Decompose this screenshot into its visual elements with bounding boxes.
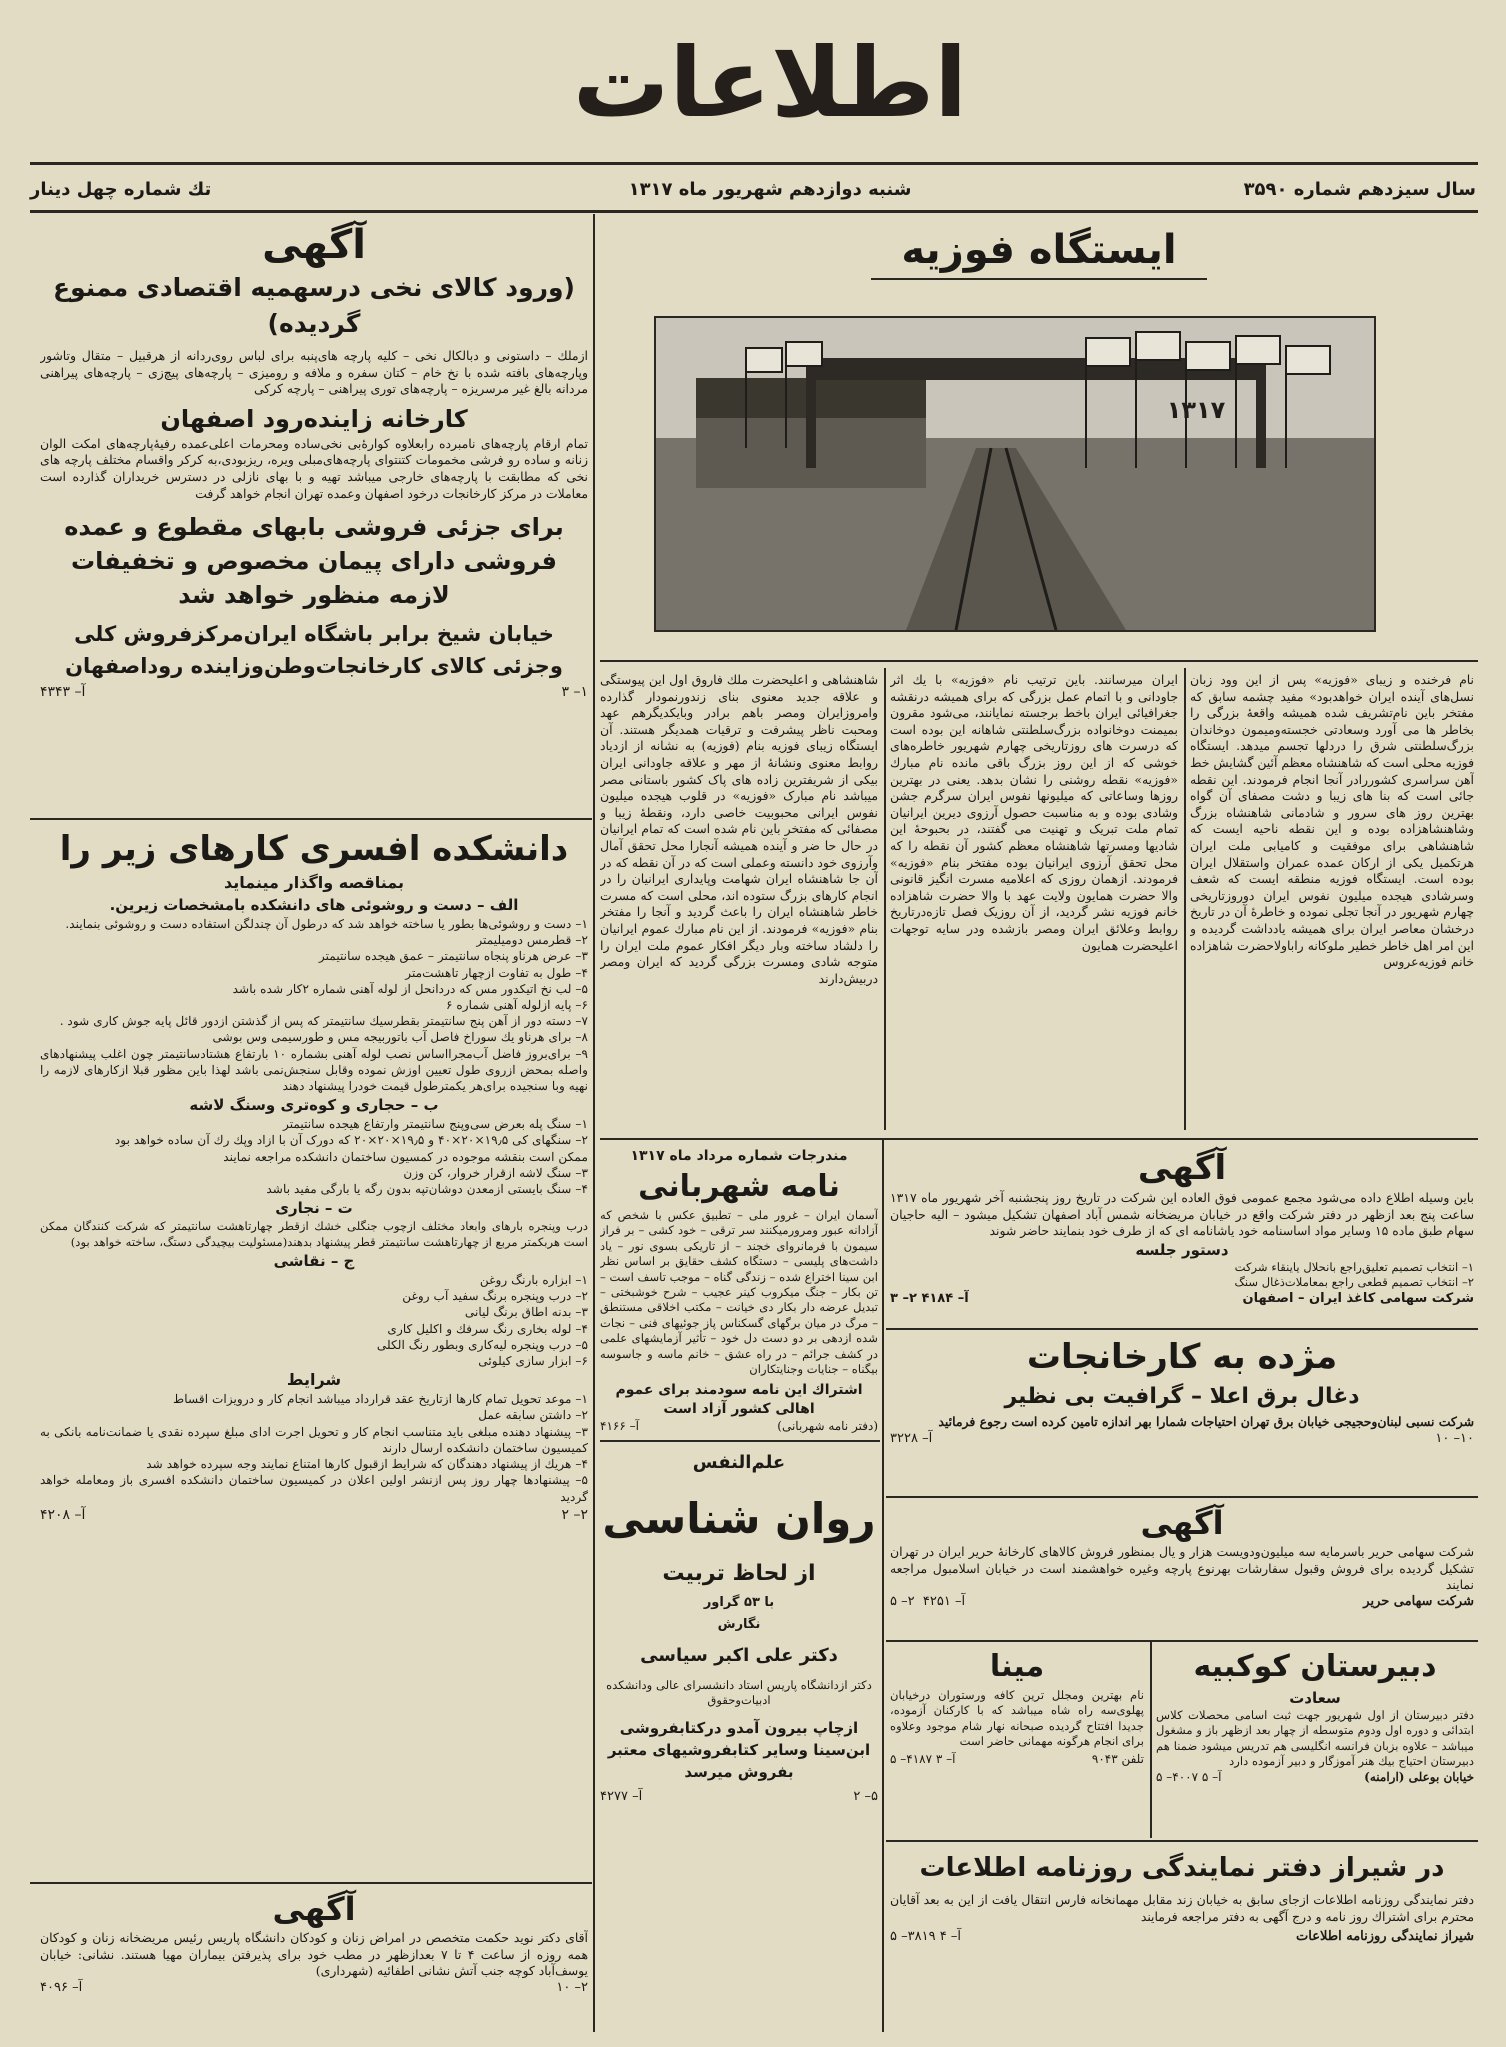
feature-text: شاهنشاهی و اعلیحضرت ملك فاروق اول این پیوستگی و علاقه جدید معنوی بنای زندورنمودار گذارده وامروزایران ومصر باهم برادر وبایکدیگرهم عهد ومحبت ناظر پیشرفت و ترقیات همدیگر هستند. آن ایستگاه زیبای فوزیه بنام (فوزیه) به نشانه از ازدیاد روابط معنوی ونشانهٔ از مهر و علاقه جاودانی ایران بیکی از شریفترین زاده های پاک کشور باستانی مصر میباشد نام مبارک «فوزیه» در قلوب هیجده میلیون نفوس ایرانی محبوبیت خاصی دارد، ونقطهٔ زیبا و مصفائی که مفتخر باین نام شده است که تمام ایرانیان در حال حا ضر و آینده همیشه آنجارا محل تحقق آمال وآرزوی خود دانسته وعملی است که در آن نقطه که در آن جا شاهنشاه ایران شهامت وپایداری ایرانیان را در انجام کارهای بزرگ ستوده اند، محلی است که مسرت خاطر شاهنشاه ایران را باعث گردید و آنجا را مفتخر بنام «فوزیه» فرمودند. از این نام مبارك عموم ایرانیان را دلشاد ساخته وبار دیگر افکار عموم ملت ایران را متوجه شادی ومسرت بزرگی گردید که ایران ومصر دربیش‌دارند	[600, 672, 878, 986]
ad-doctor	[40, 1888, 588, 2038]
list-item: ۷– دسته دور از آهن پنج سانتیمتر بقطرسیك سانتیمتر که پس از گذشتن ازدور قائل پایه جوش كاری شود .	[59, 1014, 588, 1029]
coal-title: مژده به کارخانجات	[1026, 1337, 1338, 1377]
divider	[30, 162, 1478, 165]
ad-textile-body: ازملك – داستونی و دبالكال نخی – كليه پارچه های‌پنبه برای لباس روی‌ردانه از هرقبیل – متقال وتاشور وپارچه‌های بافته شده با نخ خام – كتان سفره و ملافه و رومیزی – پارچه‌های پیچ‌زی – پارچه‌های پیراهنی مردانه بالغ غیر مرسریزه – پارچه‌های توری پیراهنی – پارچه كركی	[40, 348, 588, 397]
divider	[886, 1640, 1478, 1642]
station-photo	[654, 316, 1376, 632]
divider	[886, 1840, 1478, 1842]
ad-code: آ– ۳۸۱۹	[907, 1929, 961, 1945]
ad-psychology	[600, 1450, 878, 2035]
list-item: ۱– سنگ پله بعرض سی‌وپنج سانتیمتر وارتفاع هیجده سانتیمتر	[282, 1117, 588, 1132]
silk-company: شرکت سهامی حریر	[1363, 1593, 1474, 1609]
ad-paper-title: آگهی	[1137, 1148, 1227, 1188]
ad-textile-subtitle: (ورود کالای نخی درسهمیه اقتصادی ممنوع گردیده)	[53, 273, 575, 338]
ad-textile-factory: کارخانه زاینده‌رود اصفهان	[160, 404, 468, 433]
list-item: ۴– سنگ بایستی ازمعدن دوشان‌تپه بدون رگه یا بارگی مفید باشد	[266, 1182, 588, 1197]
masthead-title: اطلاعات	[572, 27, 968, 139]
feature-title-wrap	[600, 222, 1478, 280]
officers-tender	[40, 826, 588, 1876]
ad-code: آ– ۴۱۸۷	[906, 1751, 956, 1766]
list-item: ۸– برای هرناو یك سوراخ فاصل آب باتوربیجه مس و طورسیمی وس بوشی	[212, 1030, 588, 1045]
ad-code: ۱۰– ۱۰	[1435, 1430, 1474, 1446]
psychology-subtitle: از لحاظ تربیت	[662, 1561, 816, 1586]
list-item: ۲– داشتن سابقه عمل	[478, 1408, 588, 1423]
psychology-release: ازچاپ بیرون آمدو درکتابفروشی ابن‌سینا وسایر کتابفروشیهای معتبر بفروش میرسد	[607, 1718, 871, 1781]
ad-code: آ– ۴۲۰۸	[40, 1506, 86, 1523]
column-rule	[884, 668, 886, 1130]
mina-body: نام بهترین ومجلل ترین کافه ورستوران درخیابان پهلوی‌سه راه شاه میباشد که با کارکنان آزموده، جدیدا افتتاح گردیده صبحانه نهار شام موجود وعلاوه برای انجام هرگونه مهمانی حاضر است	[890, 1688, 1144, 1749]
ad-code: ۵– ۲	[853, 1788, 878, 1804]
coal-body: شرکت نسبی لبنان‌وحجیجی خیابان برق تهران احتیاجات شمارا بهر اندازه تامین کرده است رجوع فرمائید	[938, 1414, 1474, 1429]
officers-section: ب – حجاری و کوه‌تری وسنگ لاشه	[189, 1096, 439, 1115]
school-body: دفتر دبیرستان از اول شهریور جهت ثبت اسامی محصلات کلاس ابتدائی و دوره اول ودوم متوسطه از چهار بعد ازظهر باز و مشغول میباشد – علاوه بزبان فرانسه انگلیسی هم تدریس میشود ضمنا هم دبیرستان احتیاج بیك هنر آموزگار و دبیر آزموده دارد	[1156, 1708, 1474, 1769]
dateline-issue: سال سیزدهم شماره ۳۵۹۰	[1243, 179, 1476, 200]
list-item: ۶– ابزار سازی کیلوئی	[478, 1354, 588, 1369]
officers-title: دانشکده افسری کارهای زیر را	[59, 829, 569, 869]
ad-shahrbani	[600, 1146, 878, 1436]
list-item: ۱– دست و روشوئی‌ها بطور یا ساخته خواهد شد که درطول آن چندلگن استفاده دست و روشوئی بنمایند.	[65, 917, 588, 931]
ad-code: ۲– ۵	[890, 1593, 915, 1609]
feature-col-3	[600, 672, 878, 1128]
divider	[30, 1882, 592, 1884]
ad-code: ۳– ۵	[890, 1751, 943, 1766]
silk-title: آگهی	[1140, 1504, 1224, 1542]
ad-code: آ– ۴۲۷۷	[600, 1788, 643, 1804]
ad-textile-body2: تمام ارقام پارچه‌های نامبرده رابعلاوه کوارهٔ‌بی نخی‌ساده ومحرمات اعلی‌عمده رفیهٔ‌پارچه‌های امکت الوان زنانه و ساده رو فرشی مخمومات كتنتوای پارچه‌های‌مبلی ویره، ریزبودی،به كركر واقسام مختلف پارچه های نخی که مطابقت با پارچه‌های خارجی میباشد تهیه و با بهای نازلی در دسترس خریداران گذارده است معاملات در مرکز کارخانجات درخود اصفهان وعمده تهران انجام خواهد گرفت	[40, 435, 588, 501]
officers-section: ت – نجاری	[275, 1199, 353, 1218]
silk-body: شرکت سهامی حریر باسرمایه سه میلیون‌ودویست هزار و یال بمنظور فروش کالاهای کارخانهٔ حریر ایران در تهران تشکیل گردیده برای فروش وقبول سفارشات بهرنوع پارچه وغیره خواهشمند است در خیابان اسلامبول مراجعه نمایند	[890, 1544, 1474, 1593]
ad-silk	[890, 1502, 1474, 1636]
ad-textile-address: خیابان شیخ برابر باشگاه ایران‌مرکزفروش کلی وجزئی کالای کارخانجات‌وطن‌وزاینده رود‌اصفهان	[65, 622, 563, 679]
list-item: ۲– درب وپنجره برنگ سفید آب روغن	[402, 1289, 588, 1304]
ad-paper	[890, 1146, 1474, 1324]
ad-textile	[40, 220, 588, 810]
list-item: ۴– هریك از پیشنهاد دهندگان که شرایط ازقبول کارها امتناع نمایند وجه سپرده خواهد شد	[146, 1457, 588, 1472]
psychology-author: دکتر علی اکبر سیاسی	[640, 1645, 838, 1666]
list-item: ممکن است بنقشه موجوده در کمسیون ساختمان دانشکده مراجعه نمایند	[223, 1149, 588, 1164]
psychology-kicker: علم‌النفس	[692, 1452, 786, 1473]
divider	[600, 1440, 880, 1442]
ad-code: آ– ۳۲۲۸	[890, 1430, 933, 1446]
coal-product: دغال برق اعلا – گرافیت بی نظیر	[1004, 1384, 1360, 1409]
shiraz-body: دفتر نمایندگی روزنامه اطلاعات ازجای سابق به خیابان زند مقابل مهمانخانه فارس انتقال یافت از این به بعد آقایان محترم برای اشتراك روز نامه و درج آگهی به دفتر مراجعه فرمایند	[890, 1892, 1474, 1924]
column-rule	[1184, 668, 1186, 1130]
school-address: خیابان بوعلی (ارامنه)	[1364, 1769, 1474, 1784]
column-rule	[593, 214, 595, 2032]
list-item: ۱– ابزاره بارنگ روغن	[479, 1273, 588, 1288]
column-rule	[1150, 1642, 1152, 1838]
ad-textile-promo: برای جزئی فروشی بابهای مقطوع و عمده فروشی دارای پیمان مخصوص و تخفیفات لازمه منظور خواهد شد	[64, 513, 564, 610]
ad-code: آ– ۴۰۹۶	[40, 1979, 83, 1995]
photo-flag-text: ۱۳۱۷	[1166, 396, 1226, 424]
officers-subtitle: بمناقصه واگذار مینماید	[224, 873, 404, 892]
psychology-meta: نگارش	[717, 1617, 761, 1632]
list-item: ۱– موعد تحویل تمام کارها ازتاریخ عقد قرارداد میباشد انجام کار و درویزات اقساط	[173, 1392, 588, 1407]
list-item: ۵– لب نخ اتیکدور مس که دردانحل از لوله آهنی شماره ۲کار شده باشد	[232, 981, 588, 996]
ad-paper-agenda: ۲– انتخاب تصمیم قطعی راجع بمعاملات‌ذغال سنگ	[1234, 1275, 1474, 1290]
column-rule	[882, 1140, 884, 2032]
shiraz-title: در شیراز دفتر نمایندگی روزنامه اطلاعات	[919, 1853, 1445, 1883]
psychology-title: روان شناسی	[602, 1494, 876, 1543]
ad-code: ۴– ۵	[890, 1929, 947, 1945]
ad-code: آ– ۴۳۴۳	[40, 684, 86, 701]
list-item: ۵– پیشنهادها چهار روز پس ازنشر اولین اعلان در کمیسیون ساختمان دانشکده افسری باز ومعامله خواهد گردید	[40, 1473, 588, 1504]
list-item: ۲– قطرمس دومیلیمتر	[476, 933, 588, 948]
ad-code: ۲– ۱۰	[556, 1979, 588, 1995]
mina-title: مینا	[989, 1649, 1045, 1684]
list-item: ۳– پیشنهاد دهنده مبلغی باید متناسب انجام کار و تحویل اجرت ادای مبلغ سپرده نقدی یا ضمانت‌نامه بانکی به کمیسیون ساختمان دانشکده ارسال دارند	[40, 1424, 588, 1455]
ad-code: آ– ۴۱۶۶	[600, 1419, 639, 1434]
mina-phone: تلفن ۹۰۴۳	[1091, 1751, 1144, 1766]
ad-paper-body: باین وسیله اطلاع داده می‌شود مجمع عمومی فوق العاده این شرکت در تاریخ روز پنجشنبه آخر شهریور ماه ۱۳۱۷ ساعت پنج بعد ازظهر در دفتر شرکت واقع در خیابان مریضخانه شمس آباد اصفهان تشکیل میشود – الیه حاجیان سهام طبق ماده ۱۵ وسایر مواد اساسنامه خود یاشانامه ای که از طرف خود بنمایند حاضر شوند	[890, 1190, 1474, 1239]
ad-textile-title: آگهی	[262, 222, 366, 268]
ad-code: ۵– ۵	[1156, 1769, 1209, 1784]
divider	[886, 1496, 1478, 1498]
list-item: ۴– لوله بخاری رنگ سرفك و اکلیل کاری	[387, 1321, 588, 1336]
list-item: ۹– برای‌بروز فاضل آب‌مجرااساس نصب لوله آهنی بشماره ۱۰ بارتفاع هشتادسانتیمتر چون اغلب پیشنهادهای واصله بمحض ازروی طول تعیین اوزش نموده وقابل سنجش‌نمی باشد لهذا باین‌ مظور قبلا ازکارهای لازمه را نهیه وبا سنجیده برای‌هر یکمترطول قیمت خودرا پیشنهاد دهند	[40, 1046, 588, 1094]
shahrbani-title: نامه شهربانی	[638, 1169, 840, 1204]
divider	[600, 660, 1478, 662]
ad-doctor-title: آگهی	[272, 1890, 356, 1928]
station-photo-image	[656, 318, 1374, 630]
officers-section: شرایط	[286, 1370, 342, 1390]
ad-code: ۱– ۳	[561, 684, 588, 701]
ad-code: آ– ۴۰۰۷	[1172, 1769, 1222, 1784]
list-item: ۴– طول به تفاوت ازچهار تاهشت‌متر	[405, 965, 588, 980]
feature-title: ایستگاه فوزیه	[871, 222, 1206, 280]
list-item: ۳– عرض هرناو پنجاه سانتیمتر – عمق هیجده سانتیمتر	[318, 949, 588, 964]
list-item: ۳– بدنه اطاق برنگ لیانی	[464, 1305, 588, 1320]
school-title: دبیرستان کوکبیه	[1193, 1649, 1437, 1684]
officers-section: الف – دست و روشوئی های دانشکده بامشخصات زیرین.	[109, 896, 519, 914]
list-item: ۳– سنگ لاشه ازقرار خروار، کن وزن	[403, 1165, 588, 1180]
feature-text: ایران میرسانند. باین ترتیب نام «فوزیه» با یك اثر جاودانی و با اتمام عمل بزرگی که برای همیشه درنقشه جغرافیائی ایران باخط برجسته نمایانند، می‌شود مقرون بمیمنت دوخانواده بزرگ‌سلطنتی شاهانه این بوده است که درسرت های روزتاریخی چهارم شهریور خاطره‌های خوشی که از این روز بزرگ باقی مانده نام مبارك «فوزیه» نقطه روشنی را نشان بدهد. یعنی در بهترین روزها وساعاتی که میلیونها نفوس ایران سرگرم جشن وشادی بوده و به مناسبت حصول آرزوی دیرین ایرانیان تمام ملت تبریک و تهنیت می گفتند، در بحبوحهٔ این شادیها ومسرتها شاهنشاه معظم کشور آن نقطه را که محل تحقق آرزوی ایرانیان بوده مفتخر بنام «فوزیه» فرمودند. ازهمان روزی که اعلامیه مسرت انگیز قانونی والا حضرت همایون ولایت عهد با والا حضرت شاهزاده خانم فوزیه نشر گردید، از آن روزیک فصل تازه‌درتاریخ روابط وعلائق ایران ومصر بازشده ودر سایه توجهات اعلیحضرت همایون	[890, 672, 1178, 953]
ad-code: آ– ۴۱۸۴ ۲– ۳	[890, 1290, 969, 1306]
shahrbani-kicker: مندرجات شماره مرداد ماه ۱۳۱۷	[630, 1148, 848, 1164]
ad-coal	[890, 1334, 1474, 1490]
ad-school	[1156, 1646, 1474, 1836]
dateline-date: شنبه دوازدهم شهریور ماه ۱۳۱۷	[628, 179, 912, 200]
ad-code: آ– ۴۲۵۱	[922, 1593, 966, 1609]
ad-code: (دفتر نامه شهربانی)	[777, 1419, 878, 1434]
shiraz-sign: شیراز نمایندگی روزنامه اطلاعات	[1296, 1929, 1474, 1945]
psychology-meta: با ۵۳ گراور	[703, 1595, 775, 1610]
officers-text: درب وپنجره بارهای وابعاد مختلف ازچوب جنگلی خشك ازقطر چهارتاهشت سانتیمتر که شرکت کنندگان ممکن است هربکمتر مربع از چهارتاهشت سانتیمتر قطر پیشنهاد بدهند(مسئولیت بیچیدگی دستگ، ساخته خواهد بود)	[40, 1219, 588, 1249]
ad-paper-agenda: ۱– انتخاب تصمیم تعلیق‌راجع بانحلال یاینقاء شرکت	[1234, 1259, 1474, 1274]
list-item: ۲– سنگهای کی ۱۹٫۵×۲۰×۴۰ و ۱۹٫۵×۲۰×۲۰ که دورک آن با ازاد وپك رك آن ساده خواهد بود	[114, 1133, 588, 1148]
psychology-author-desc: دکتر ازدانشگاه پاریس استاد دانشسرای عالی ودانشکده ادبیات‌وحقوق	[606, 1678, 872, 1708]
dateline-price: تك شماره چهل دینار	[30, 179, 212, 200]
divider	[30, 210, 1478, 213]
ad-paper-agenda-title: دستور جلسه	[1135, 1240, 1229, 1259]
feature-text: نام فرخنده و زیبای «فوزیه» پس از این وود زبان نسل‌های آینده ایران خواهدبود» مفید چشمه سابق که مفتخر باین نام‌تشریف شده همیشه واقعهٔ بزرگی را بخاطر ها می آورد وسعادتی خجسته‌ومیمون دوخاندان بزرگ‌سلطنتی شرق را دردلها تجسم میدهد. ایستگاه فوزیه محلی است که شاهنشاه معظم آئین گشایش خط آهن سراسری کشوررادر آنجا انجام فرمودند. این نقطه جائی است که بنا های زیبا و دشت مصفای آن گواه بهترین روز های سرور و شادمانی شاهنشاه بزرگ وشاهنشاهزاده بوده و این نقطه ناحیه ایست که شاهنشاهی برای موفقیت و کامیابی ملت ایران هرتکمیل یکی از ارکان عمده عمران واستقلال ایران بوده است. ایستگاه فوزیه منطقه ایست که شعف وسرشادی هیجده میلیون نفوس ایران دوروزتاریخی چهارم شهریور در آنجا تجلی نموده و خاطرهٔ آن در تاریخ درخشان معاصر ایران برای همیشه یادداشت گردیده و این امر اهل خاطر خطیر ملوکانه راباولاحضرت شاهزاده خانم فوزیه‌عروس	[1190, 672, 1474, 970]
ad-doctor-body: آقای دکتر نوید حکمت متخصص در امراض زنان و کودکان دانشگاه پاریس رئیس مریضخانه زنان و کودکان همه روزه از ساعت ۴ تا ۷ بعدازظهر در مطب خود برای پذیرفتن بیماران مهیا هستند. نشانی: خیابان یوسف‌آباد کوچه جنب آتش نشانی اطفائیه (شهرداری)	[40, 1930, 588, 1979]
divider	[886, 1328, 1478, 1330]
divider	[30, 818, 592, 820]
ad-paper-company: شرکت سهامی کاغذ ایران – اصفهان	[1242, 1290, 1474, 1306]
divider	[600, 1138, 1478, 1140]
list-item: ۵– درب وپنجره لیه‌کاری وبطور رنگ الکلی	[376, 1337, 588, 1352]
shahrbani-subscribe: اشتراك این نامه سودمند برای عموم اهالی کشور آزاد است	[615, 1382, 863, 1418]
ad-shiraz	[890, 1848, 1474, 2036]
ad-mina	[890, 1646, 1144, 1836]
feature-col-2	[890, 672, 1178, 1128]
school-subtitle: سعادت	[1289, 1689, 1341, 1707]
officers-section: ج – نقاشی	[273, 1252, 355, 1271]
feature-col-1	[1190, 672, 1474, 1128]
ad-code: ۲– ۲	[561, 1506, 588, 1523]
list-item: ۶– پایه ازلوله آهنی شماره ۶	[445, 998, 588, 1013]
shahrbani-body: آسمان ایران – غرور ملی – تطبیق عکس با شخص که آزادانه عبور ومرورمیکنند سر ترقی – خود کشی – بر فراز سیمون با فرمانروای خجند – از تاریکی بسوی نور – یاد داشت‌های پلیسی – دستگاه کشف حقایق بر اساس نظر ابن سینا اختراع شده – زندگی گناه – موجب تاسف است – تن بکار – جنگ میکروب کینر عجیب – شرح خوشبختی – تبدیل عرضه دار بکار دی خیانت – مکتب اخلاقی مستنطق – مرگ در میان برگهای گسکناس پاز جوئیهای فنی – نجات شده ازدهی بر دو دست دل خود – تأثیر آزمایشهای علمی در کشف جرائم – در راه عشق – خانم ماسه و جاسوسه بیگناه – جنایات وجنایتکاران	[600, 1208, 878, 1377]
